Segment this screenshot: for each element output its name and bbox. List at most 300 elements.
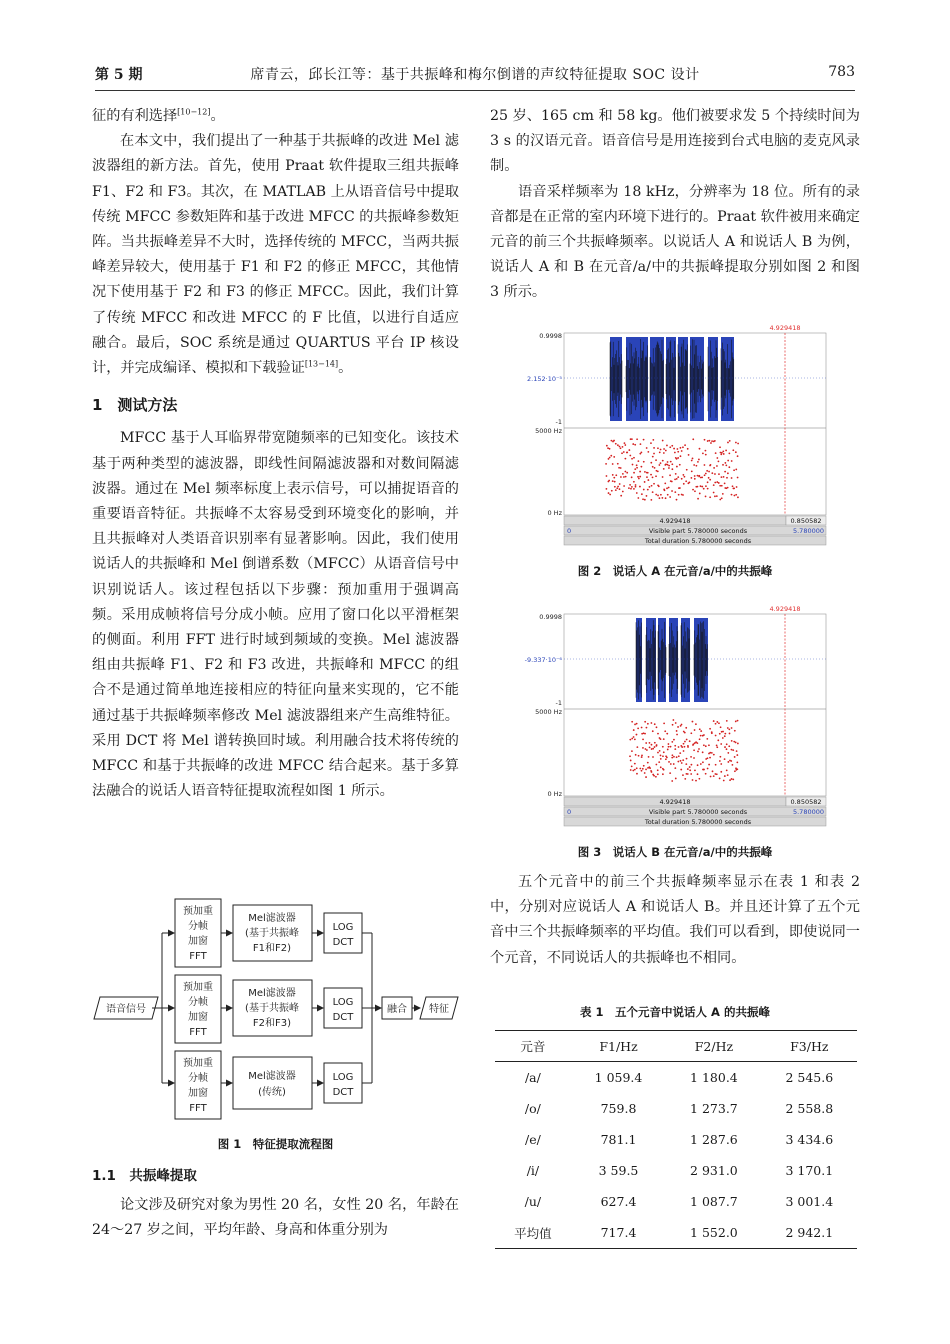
formant-point	[631, 458, 633, 460]
pre-label-4: FFT	[189, 1027, 207, 1038]
formant-point	[647, 472, 649, 474]
table-cell: /i/	[526, 1163, 540, 1178]
formant-point	[653, 775, 655, 777]
issue-label: 第 5 期	[95, 67, 143, 83]
formant-point	[731, 749, 733, 751]
formant-point	[731, 740, 733, 742]
formant-point	[642, 768, 644, 770]
running-header	[95, 60, 855, 91]
formant-point	[709, 728, 711, 730]
formant-point	[659, 451, 661, 453]
formant-point	[662, 746, 664, 748]
formant-point	[665, 450, 667, 452]
formant-point	[668, 465, 670, 467]
formant-point	[732, 485, 734, 487]
formant-point	[636, 438, 638, 440]
table-row	[495, 1155, 857, 1186]
formant-point	[684, 732, 686, 734]
table-header-cell: F1/Hz	[571, 1031, 666, 1062]
formant-point	[676, 478, 678, 480]
formant-point	[719, 446, 721, 448]
formant-point	[645, 769, 647, 771]
left-column-bottom	[92, 1160, 459, 1244]
formant-point	[706, 738, 708, 740]
formant-point	[671, 490, 673, 492]
formant-point	[644, 748, 646, 750]
formant-point	[636, 492, 638, 494]
formant-point	[646, 495, 648, 497]
formant-point	[608, 492, 610, 494]
formant-point	[619, 446, 621, 448]
visible-start: 0	[567, 808, 572, 816]
formant-point	[705, 773, 707, 775]
paragraph-method: MFCC 基于人耳临界带宽随频率的已知变化。该技术基于两种类型的滤波器，即线性间隔滤波器和对数间隔滤波器。通过在 Mel 频率标度上表示信号，可以捕捉语音的重要语音特征。共振峰不太容易受到环境变化的影响，并且共振峰对人类语音识别率有显著影响。因此，我们使用说话人的共振峰和 Mel 倒谱系数（MFCC）从语音信号中识别说话人。该过程包括以下步骤：预加重用于强调高频。采用成帧将信号分成小帧。应用了窗口化以平滑框架的侧面。利用 FFT 进行时域到频域的变换。Mel 滤波器组由共振峰 F1、F2 和 F3 改进，共振峰和 MFCC 的组合不是通过简单地连接相应的特征向量来实现的，它不能通过基于共振峰频率修改 Mel 滤波器组来产生高维特征。采用 DCT 将 Mel 谱转换回时域。利用融合技术将传统的 MFCC 和基于共振峰的改进 MFCC 结合起来。基于多算法融合的说话人语音特征提取流程如图 1 所示。	[92, 430, 459, 800]
formant-point	[687, 768, 689, 770]
formant-point	[668, 743, 670, 745]
formant-point	[689, 766, 691, 768]
formant-point	[692, 458, 694, 460]
formant-point	[690, 756, 692, 758]
formant-point	[724, 462, 726, 464]
formant-point	[667, 464, 669, 466]
formant-point	[676, 448, 678, 450]
formant-point	[634, 738, 636, 740]
formant-point	[693, 749, 695, 751]
formant-point	[704, 439, 706, 441]
paragraph-table-intro: 五个元音中的前三个共振峰频率显示在表 1 和表 2 中，分别对应说话人 A 和说话人 B。并且还计算了五个元音中三个共振峰频率的平均值。我们可以看到，即使说同一个元音，不同说话人的共振峰也不相同。	[490, 874, 860, 966]
formant-point	[624, 444, 626, 446]
formant-point	[630, 760, 632, 762]
pre-label-3: 加窗	[188, 936, 208, 947]
formant-point	[606, 488, 608, 490]
formant-point	[728, 466, 730, 468]
dct-label: DCT	[332, 1012, 354, 1023]
formant-point	[657, 752, 659, 754]
formant-point	[675, 473, 677, 475]
formant-point	[716, 495, 718, 497]
formant-point	[629, 484, 631, 486]
formant-point	[654, 467, 656, 469]
formant-point	[714, 473, 716, 475]
formant-point	[670, 763, 672, 765]
formant-point	[731, 494, 733, 496]
formant-point	[697, 486, 699, 488]
formant-point	[735, 742, 737, 744]
formant-point	[721, 476, 723, 478]
formant-table	[495, 1030, 857, 1249]
formant-point	[605, 463, 607, 465]
fusion-label: 融合	[387, 1004, 407, 1015]
formant-point	[698, 778, 700, 780]
formant-point	[695, 465, 697, 467]
formant-point	[614, 481, 616, 483]
formant-point	[677, 726, 679, 728]
formant-point	[697, 751, 699, 753]
table-1-caption: 表 1 五个元音中说话人 A 的共振峰	[580, 1005, 770, 1019]
formant-point	[669, 496, 671, 498]
formant-point	[620, 476, 622, 478]
formant-point	[662, 476, 664, 478]
formant-point	[647, 479, 649, 481]
formant-point	[631, 438, 633, 440]
formant-point	[719, 485, 721, 487]
formant-point	[734, 730, 736, 732]
formant-point	[716, 745, 718, 747]
formant-point	[622, 491, 624, 493]
formant-point	[728, 728, 730, 730]
formant-point	[703, 734, 705, 736]
formant-point	[655, 459, 657, 461]
formant-point	[698, 748, 700, 750]
formant-point	[634, 444, 636, 446]
selection-left: 4.929418	[659, 517, 691, 525]
formant-point	[662, 773, 664, 775]
formant-point	[615, 474, 617, 476]
formant-point	[680, 455, 682, 457]
formant-point	[624, 442, 626, 444]
formant-point	[609, 448, 611, 450]
formant-point	[635, 484, 637, 486]
formant-point	[692, 779, 694, 781]
formant-point	[733, 469, 735, 471]
formant-point	[702, 453, 704, 455]
waveform	[636, 618, 708, 702]
formant-point	[649, 742, 651, 744]
table-cell: 3 434.6	[785, 1132, 834, 1147]
formant-point	[711, 472, 713, 474]
formant-point	[614, 486, 616, 488]
formant-point	[611, 440, 613, 442]
formant-point	[655, 776, 657, 778]
pre-label-2: 分帧	[188, 1073, 208, 1084]
formant-point	[650, 474, 652, 476]
table-cell: 2 545.6	[785, 1070, 834, 1085]
formant-point	[723, 780, 725, 782]
formant-point	[652, 466, 654, 468]
formant-point	[650, 442, 652, 444]
formant-point	[727, 487, 729, 489]
formant-point	[626, 472, 628, 474]
table-cell: /o/	[524, 1101, 541, 1116]
formant-point	[667, 494, 669, 496]
amplitude-max: 0.9998	[539, 332, 562, 340]
figure-3-caption: 图 3 说话人 B 在元音/a/中的共振峰	[577, 845, 773, 859]
formant-point	[671, 481, 673, 483]
table-cell: 781.1	[600, 1132, 637, 1147]
formant-point	[671, 741, 673, 743]
formant-point	[721, 452, 723, 454]
formant-point	[606, 475, 608, 477]
mel1-label-2: (基于共振峰	[245, 928, 299, 939]
formant-point	[729, 779, 731, 781]
formant-point	[673, 739, 675, 741]
formant-point	[643, 461, 645, 463]
formant-point	[636, 746, 638, 748]
formant-point	[720, 453, 722, 455]
formant-point	[663, 751, 665, 753]
formant-point	[736, 754, 738, 756]
formant-point	[710, 442, 712, 444]
formant-point	[664, 483, 666, 485]
formant-point	[704, 474, 706, 476]
formant-point	[613, 440, 615, 442]
formant-point	[714, 440, 716, 442]
formant-point	[671, 780, 673, 782]
formant-point	[713, 467, 715, 469]
running-title: 席青云，邱长江等：基于共振峰和梅尔倒谱的声纹特征提取 SOC 设计	[250, 67, 700, 83]
formant-point	[650, 462, 652, 464]
formant-point	[731, 778, 733, 780]
formant-point	[666, 487, 668, 489]
formant-point	[617, 463, 619, 465]
formant-point	[726, 748, 728, 750]
citation: [13−14]	[304, 359, 339, 369]
formant-point	[644, 481, 646, 483]
formant-point	[682, 774, 684, 776]
formant-point	[726, 477, 728, 479]
mel-filter-traditional-box	[233, 1057, 312, 1109]
table-header-cell: F2/Hz	[666, 1031, 761, 1062]
formant-point	[640, 466, 642, 468]
formant-point	[725, 465, 727, 467]
formant-point	[662, 440, 664, 442]
pre-label-1: 预加重	[183, 906, 213, 917]
table-cell: /e/	[524, 1132, 541, 1147]
formant-point	[618, 467, 620, 469]
formant-point	[632, 770, 634, 772]
formant-point	[726, 769, 728, 771]
formant-point	[641, 770, 643, 772]
formant-point	[707, 488, 709, 490]
formant-point	[737, 496, 739, 498]
formant-point	[714, 495, 716, 497]
formant-point	[648, 756, 650, 758]
formant-point	[705, 745, 707, 747]
formant-point	[716, 773, 718, 775]
formant-point	[671, 757, 673, 759]
formant-point	[641, 727, 643, 729]
formant-point	[633, 729, 635, 731]
formant-point	[633, 472, 635, 474]
formant-point	[617, 486, 619, 488]
formant-point	[661, 497, 663, 499]
formant-point	[691, 460, 693, 462]
formant-point	[726, 720, 728, 722]
table-row	[495, 1062, 857, 1094]
formant-point	[680, 447, 682, 449]
formant-point	[698, 476, 700, 478]
formant-point	[652, 439, 654, 441]
dct-label: DCT	[332, 1087, 354, 1098]
formant-point	[728, 452, 730, 454]
formant-point	[728, 745, 730, 747]
formant-point	[726, 743, 728, 745]
formant-point	[651, 744, 653, 746]
formant-point	[713, 484, 715, 486]
formant-point	[687, 746, 689, 748]
formant-point	[629, 755, 631, 757]
total-duration: Total duration 5.780000 seconds	[644, 818, 752, 826]
formant-point	[657, 495, 659, 497]
amplitude-mid: -9.337·10⁻⁶	[524, 656, 562, 664]
formant-point	[623, 485, 625, 487]
formant-point	[727, 761, 729, 763]
figure-1-caption: 图 1 特征提取流程图	[217, 1137, 334, 1151]
formant-point	[664, 489, 666, 491]
formant-point	[718, 473, 720, 475]
formant-point	[678, 494, 680, 496]
formant-point	[636, 467, 638, 469]
formant-point	[653, 447, 655, 449]
formant-point	[609, 457, 611, 459]
formant-point	[694, 478, 696, 480]
waveform	[610, 337, 734, 421]
formant-point	[703, 744, 705, 746]
formant-point	[658, 761, 660, 763]
formant-point	[634, 724, 636, 726]
formant-point	[723, 476, 725, 478]
formant-point	[711, 440, 713, 442]
formant-point	[653, 453, 655, 455]
formant-point	[692, 721, 694, 723]
output-label: 特征	[429, 1004, 449, 1015]
formant-point	[612, 474, 614, 476]
subsection-heading: 1.1 共振峰提取	[92, 1168, 197, 1184]
formant-point	[717, 739, 719, 741]
formant-point	[737, 443, 739, 445]
formant-point	[707, 440, 709, 442]
formant-point	[716, 465, 718, 467]
formant-point	[613, 477, 615, 479]
formant-point	[700, 730, 702, 732]
paragraph-intro: 在本文中，我们提出了一种基于共振峰的改进 Mel 滤波器组的新方法。首先，使用 Praat 软件提取三组共振峰 F1、F2 和 F3。其次，在 MATLAB 上从语音信号中提取传统 MFCC 参数矩阵和基于改进 MFCC 的共振峰参数矩阵。当共振峰差异不大时，选择传统的 MFCC，当两共振峰差异较大，使用基于 F1 和 F2 的修正 MFCC，其他情况下使用基于 F2 和 F3 的修正 MFCC。因此，我们计算了传统 MFCC 和改进 MFCC 的 F 比值，以进行自适应融合。最后，SOC 系统是通过 QUARTUS 平台 IP 核设计，并完成编译、模拟和下载验证[13−14]。	[92, 133, 459, 377]
mel1-label-3: F1和F2)	[252, 943, 292, 954]
formant-point	[720, 726, 722, 728]
pre-label-1: 预加重	[183, 1058, 213, 1069]
formant-point	[643, 489, 645, 491]
formant-point	[651, 722, 653, 724]
formant-point	[681, 724, 683, 726]
praat-figure-speaker-a	[527, 321, 828, 551]
table-cell: /a/	[524, 1070, 541, 1085]
log-label: LOG	[332, 997, 354, 1008]
formant-point	[639, 486, 641, 488]
formant-point	[720, 743, 722, 745]
formant-point	[694, 769, 696, 771]
formant-point	[692, 438, 694, 440]
formant-point	[729, 440, 731, 442]
formant-point	[736, 762, 738, 764]
formant-point	[685, 763, 687, 765]
formant-point	[724, 471, 726, 473]
table-cell: 2 931.0	[690, 1163, 738, 1178]
formant-point	[715, 735, 717, 737]
formant-point	[679, 487, 681, 489]
formant-point	[655, 764, 657, 766]
selection-right: 0.850582	[790, 798, 822, 806]
table-cell: 1 287.6	[690, 1132, 738, 1147]
formant-point	[678, 746, 680, 748]
log-label: LOG	[332, 922, 354, 933]
formant-point	[732, 449, 734, 451]
formant-point	[681, 746, 683, 748]
formant-point	[619, 488, 621, 490]
formant-point	[703, 769, 705, 771]
formant-point	[735, 451, 737, 453]
formant-point	[635, 486, 637, 488]
formant-point	[654, 723, 656, 725]
formant-point	[646, 476, 648, 478]
formant-point	[688, 454, 690, 456]
formant-point	[632, 464, 634, 466]
formant-point	[730, 760, 732, 762]
formant-point	[668, 467, 670, 469]
formant-point	[727, 727, 729, 729]
formant-point	[692, 744, 694, 746]
left-column	[92, 104, 459, 804]
formant-point	[724, 746, 726, 748]
table-header-cell: F3/Hz	[762, 1031, 857, 1062]
formant-point	[642, 498, 644, 500]
table-cell: 平均值	[495, 1217, 571, 1249]
formant-point	[697, 461, 699, 463]
formant-point	[644, 772, 646, 774]
formant-point	[731, 460, 733, 462]
formant-point	[657, 733, 659, 735]
amplitude-min: -1	[555, 418, 562, 426]
formant-point	[737, 720, 739, 722]
formant-point	[705, 473, 707, 475]
formant-point	[707, 757, 709, 759]
formant-point	[712, 770, 714, 772]
formant-point	[659, 497, 661, 499]
table-cell: 2 942.1	[762, 1217, 857, 1249]
freq-min: 0 Hz	[547, 790, 562, 798]
formant-point	[628, 449, 630, 451]
formant-point	[729, 733, 731, 735]
formant-point	[671, 754, 673, 756]
paragraph-subjects: 论文涉及研究对象为男性 20 名，女性 20 名，年龄在 24～27 岁之间，平均年龄、身高和体重分别为	[92, 1197, 459, 1239]
formant-point	[680, 760, 682, 762]
formant-point	[639, 768, 641, 770]
formant-point	[628, 487, 630, 489]
formant-point	[610, 455, 612, 457]
formant-point	[705, 485, 707, 487]
formant-point	[715, 452, 717, 454]
formant-point	[637, 497, 639, 499]
formant-point	[652, 476, 654, 478]
formant-point	[674, 767, 676, 769]
formant-point	[687, 448, 689, 450]
formant-point	[674, 748, 676, 750]
formant-point	[702, 751, 704, 753]
formant-point	[721, 485, 723, 487]
formant-point	[684, 741, 686, 743]
pre-label-4: FFT	[189, 951, 207, 962]
formant-point	[633, 481, 635, 483]
formant-point	[633, 457, 635, 459]
formant-point	[631, 721, 633, 723]
formant-point	[709, 752, 711, 754]
formant-point	[699, 493, 701, 495]
formant-point	[662, 755, 664, 757]
formant-point	[722, 737, 724, 739]
formant-point	[630, 488, 632, 490]
amplitude-max: 0.9998	[539, 613, 562, 621]
table-cell: 2 558.8	[785, 1101, 834, 1116]
selection-left: 4.929418	[659, 798, 691, 806]
formant-point	[652, 456, 654, 458]
